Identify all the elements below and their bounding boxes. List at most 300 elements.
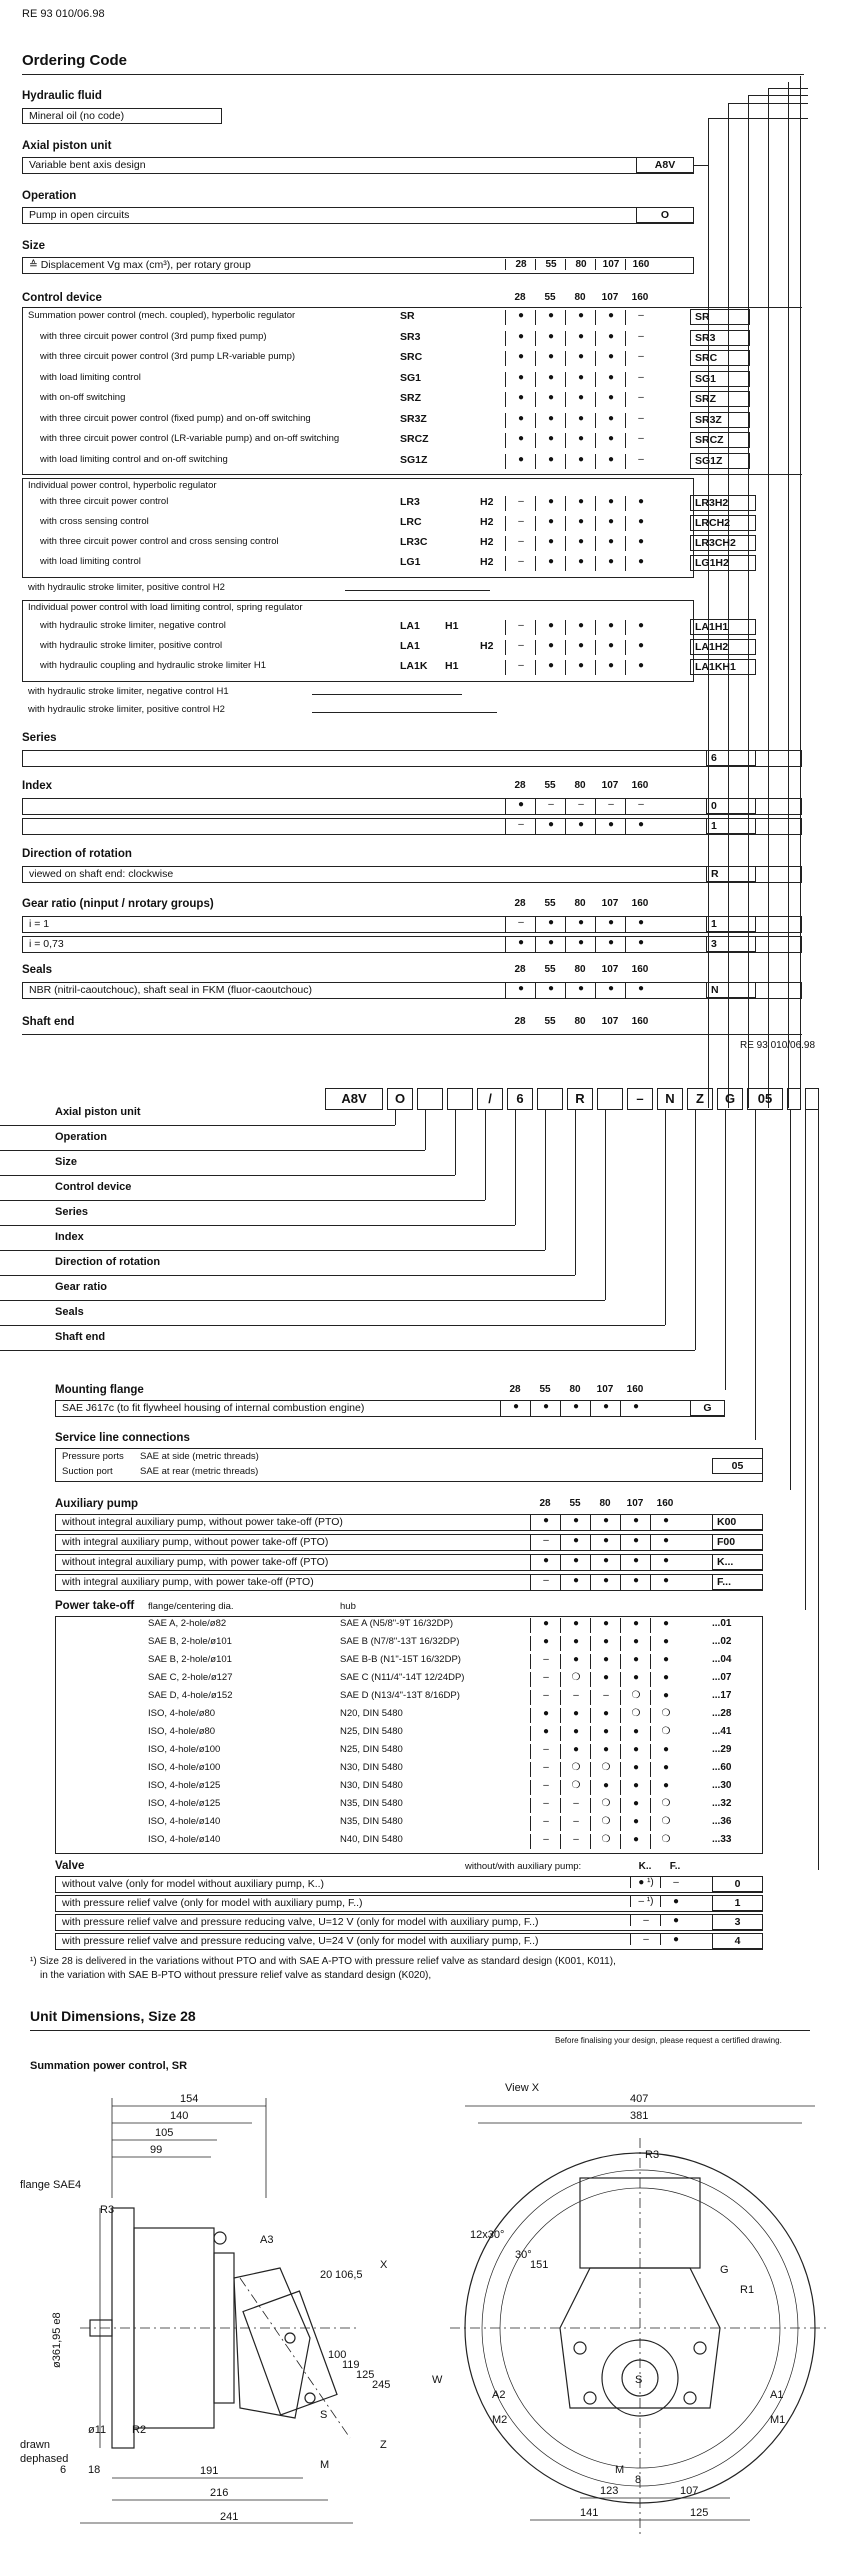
service-desc: SAE at side (metric threads) [140, 1451, 259, 1462]
dim-191: 191 [200, 2465, 219, 2477]
matrix-cell: – [560, 1690, 591, 1705]
matrix-cell: ● [505, 392, 536, 407]
matrix-cell: – [530, 1575, 561, 1590]
matrix-cell: ● [590, 1515, 621, 1530]
matrix-cell: ● [560, 1744, 591, 1759]
control-row-label: with on-off switching [40, 392, 126, 403]
valve-aux-label: without/with auxiliary pump: [465, 1861, 582, 1872]
matrix-cell: ● [565, 937, 596, 952]
matrix-cell: – [530, 1690, 561, 1705]
matrix-cell: – [625, 433, 656, 448]
pto-code: ...33 [712, 1834, 732, 1845]
matrix-cell: ● [565, 496, 596, 511]
matrix-cell: ● [650, 1744, 681, 1759]
matrix-cell: ● [625, 640, 656, 655]
matrix-cell: ● [565, 372, 596, 387]
matrix-cell: ● [590, 1744, 621, 1759]
legend-line [0, 1275, 575, 1276]
matrix-cell: – [590, 1690, 621, 1705]
dim-140: 140 [170, 2110, 189, 2122]
col-header-55: 55 [544, 780, 556, 791]
view-x-label: View X [505, 2082, 540, 2094]
matrix-cell: ● [505, 310, 536, 325]
matrix-cell: ● [590, 1654, 621, 1669]
matrix-cell: ● [530, 1726, 561, 1741]
pump-body [234, 2268, 310, 2418]
pto-code: ...32 [712, 1798, 732, 1809]
pto-flange: ISO, 4-hole/ø140 [148, 1834, 221, 1845]
pto-hub: N25, DIN 5480 [340, 1744, 403, 1755]
type-code-box [447, 1088, 473, 1110]
pto-flange: ISO, 4-hole/ø80 [148, 1708, 216, 1719]
pto-code: ...17 [712, 1690, 732, 1701]
doc-reference-mid: RE 93 010/06.98 [740, 1040, 816, 1051]
col-header-160: 160 [631, 780, 649, 791]
index-row [22, 798, 802, 815]
col-header-28: 28 [514, 292, 526, 303]
pto-code: ...28 [712, 1708, 732, 1719]
pto-hub: N40, DIN 5480 [340, 1834, 403, 1845]
matrix-cell: ● [620, 1816, 651, 1831]
aux-row: with integral auxiliary pump, without power take-off (PTO) [55, 1534, 763, 1551]
label-r3b: R3 [645, 2149, 660, 2161]
spring-title: Individual power control with load limiting control, spring regulator [28, 602, 303, 613]
matrix-cell: ● [590, 1780, 621, 1795]
spring-row-label: with hydraulic coupling and hydraulic stroke limiter H1 [40, 660, 266, 671]
valve-k: ● ¹) [630, 1877, 661, 1888]
col-header-160: 160 [631, 1016, 649, 1027]
control-row-label: with load limiting control [40, 371, 141, 383]
pto-hub: N20, DIN 5480 [340, 1708, 403, 1719]
matrix-cell: ❍ [590, 1834, 621, 1849]
pto-hub: N30, DIN 5480 [340, 1780, 403, 1791]
matrix-cell: – [505, 516, 536, 531]
code-rotation: R [706, 866, 756, 882]
spring-row-code: LA1KH1 [690, 659, 756, 675]
matrix-cell: – [505, 819, 536, 834]
pto-hub: N35, DIN 5480 [340, 1798, 403, 1809]
col-header-160: 160 [631, 964, 649, 975]
matrix-cell: ● [625, 917, 656, 932]
matrix-cell: – [625, 331, 656, 346]
pto-hub: SAE B (N7/8"-13T 16/32DP) [340, 1636, 460, 1647]
matrix-cell: ● [535, 392, 566, 407]
aux-row: with integral auxiliary pump, with power take-off (PTO) [55, 1574, 763, 1591]
matrix-cell: ● [595, 660, 626, 675]
control-row-label: Summation power control (mech. coupled), hyperbolic regulator [28, 310, 296, 321]
matrix-cell: ● [620, 1798, 651, 1813]
dims-subtitle: Summation power control, SR [30, 2060, 188, 2072]
section-hydraulic-fluid: Hydraulic fluid [22, 90, 102, 102]
matrix-cell: ● [650, 1690, 681, 1705]
matrix-cell: ● [650, 1762, 681, 1777]
matrix-cell: ● [590, 1401, 621, 1416]
mounting-value: SAE J617c (to fit flywheel housing of internal combustion engine) [55, 1400, 725, 1417]
code-o: O [636, 207, 694, 223]
col-header-80: 80 [569, 1384, 581, 1395]
matrix-cell: ● [595, 536, 626, 551]
code-mounting: G [690, 1400, 725, 1416]
legend-label: Index [55, 1231, 84, 1243]
size-107: 107 [595, 259, 626, 270]
matrix-cell: ● [620, 1636, 651, 1651]
matrix-cell: ● [535, 351, 566, 366]
matrix-cell: ❍ [590, 1816, 621, 1831]
type-code-stem [605, 1110, 606, 1300]
matrix-cell: – [505, 640, 536, 655]
label-r2: R2 [132, 2424, 147, 2436]
gear-row: i = 1 [22, 916, 802, 933]
col-header-107: 107 [601, 780, 619, 791]
valve-row: with pressure relief valve and pressure reducing valve, U=24 V (only for model with auxiliary pump, F..) [55, 1933, 763, 1950]
type-code-box: 05 [747, 1088, 783, 1110]
matrix-cell: ● [565, 620, 596, 635]
pto-code: ...29 [712, 1744, 732, 1755]
individual-row-label: with cross sensing control [40, 516, 149, 527]
individual-row-c1: LR3 [400, 496, 420, 508]
legend-label: Seals [55, 1306, 84, 1318]
individual-row-code: LRCH2 [690, 515, 756, 531]
matrix-cell: ● [565, 351, 596, 366]
matrix-cell: ● [625, 496, 656, 511]
dim-119: 119 [342, 2359, 360, 2371]
col-header-107: 107 [626, 1498, 644, 1509]
matrix-cell: ● [505, 983, 536, 998]
pto-code: ...36 [712, 1816, 732, 1827]
matrix-cell: ● [590, 1672, 621, 1687]
legend-label: Control device [55, 1181, 132, 1193]
individual-row-c2: H2 [480, 496, 494, 508]
matrix-cell: ● [595, 516, 626, 531]
pto-flange: ISO, 4-hole/ø100 [148, 1744, 221, 1755]
matrix-cell: ❍ [560, 1762, 591, 1777]
matrix-cell: ● [505, 351, 536, 366]
matrix-cell: ● [650, 1672, 681, 1687]
col-header-107: 107 [601, 898, 619, 909]
section-axial-piston-unit: Axial piston unit [22, 140, 112, 152]
matrix-cell: – [530, 1798, 561, 1813]
legend-line [0, 1125, 395, 1126]
dim-245: 245 [372, 2379, 391, 2391]
dim-105: 105 [155, 2127, 174, 2139]
valve-f: ● [660, 1896, 691, 1907]
dim-d11: ø11 [88, 2424, 107, 2436]
matrix-cell: ● [595, 819, 626, 834]
matrix-cell: ● [565, 819, 596, 834]
matrix-cell: ● [505, 372, 536, 387]
matrix-cell: ❍ [650, 1726, 681, 1741]
matrix-cell: ● [535, 310, 566, 325]
matrix-cell: – [505, 917, 536, 932]
matrix-cell: ● [650, 1618, 681, 1633]
type-code-box [597, 1088, 623, 1110]
matrix-cell: ● [625, 516, 656, 531]
control-row-label: with three circuit power control (3rd pump fixed pump) [40, 330, 267, 342]
matrix-cell: ● [560, 1618, 591, 1633]
matrix-cell: ● [590, 1708, 621, 1723]
matrix-cell: ● [650, 1515, 681, 1530]
spring-row-label: with hydraulic stroke limiter, negative control [40, 620, 226, 631]
matrix-cell: ● [535, 937, 566, 952]
size-55: 55 [535, 259, 566, 270]
individual-row-label: with load limiting control [40, 556, 141, 567]
matrix-cell: ● [625, 556, 656, 571]
pto-code: ...01 [712, 1618, 732, 1629]
matrix-cell: ● [595, 454, 626, 469]
matrix-cell: ● [505, 454, 536, 469]
col-header-55: 55 [544, 1016, 556, 1027]
type-code-box [537, 1088, 563, 1110]
matrix-cell: ● [565, 917, 596, 932]
matrix-cell: ● [620, 1726, 651, 1741]
matrix-cell: ● [560, 1636, 591, 1651]
dim-151: 151 [530, 2259, 549, 2271]
matrix-cell: ● [505, 433, 536, 448]
matrix-cell: ● [535, 556, 566, 571]
dim-99: 99 [150, 2144, 163, 2156]
dim-125: 125 [356, 2369, 375, 2381]
pto-code: ...04 [712, 1654, 732, 1665]
control-row-label: with three circuit power control (LR-variable pump) and on-off switching [40, 433, 340, 444]
label-m1: M1 [770, 2414, 786, 2426]
matrix-cell: ● [565, 310, 596, 325]
matrix-cell: ● [625, 660, 656, 675]
label-r1: R1 [740, 2284, 755, 2296]
control-row-code1: SG1Z [400, 453, 428, 466]
matrix-cell: – [530, 1744, 561, 1759]
legend-line [0, 1300, 605, 1301]
label-a2: A2 [492, 2389, 506, 2401]
col-header-107: 107 [601, 292, 619, 303]
matrix-cell: ❍ [650, 1816, 681, 1831]
axial-piston-unit-value: Variable bent axis design [22, 157, 694, 174]
col-header-28: 28 [514, 1016, 526, 1027]
hydraulic-fluid-value: Mineral oil (no code) [22, 108, 222, 124]
matrix-cell: ● [530, 1401, 561, 1416]
pto-flange: ISO, 4-hole/ø140 [148, 1816, 221, 1827]
matrix-cell: ● [625, 536, 656, 551]
page-title: Ordering Code [22, 52, 128, 69]
matrix-cell: ● [535, 372, 566, 387]
pto-flange: SAE B, 2-hole/ø101 [148, 1636, 232, 1647]
aux-row: without integral auxiliary pump, with power take-off (PTO) [55, 1554, 763, 1571]
matrix-cell: ❍ [560, 1672, 591, 1687]
dim-141: 141 [580, 2507, 599, 2519]
gear-row: i = 0,73 [22, 936, 802, 953]
control-row-code: SR3 [690, 330, 750, 346]
dim-8: 8 [635, 2474, 642, 2486]
service-port: Pressure ports [62, 1451, 124, 1462]
matrix-cell: ● [590, 1535, 621, 1550]
type-code-box [805, 1088, 819, 1110]
label-r3: R3 [100, 2204, 115, 2216]
pto-code: ...07 [712, 1672, 732, 1683]
matrix-cell: – [565, 799, 596, 814]
stroke-note-h1: with hydraulic stroke limiter, negative control H1 [28, 686, 229, 697]
matrix-cell: ● [560, 1515, 591, 1530]
type-code-stem [818, 1110, 819, 1870]
spring-row-c2: H2 [480, 640, 494, 652]
individual-row-code: LR3H2 [690, 495, 756, 511]
pto-hub: SAE A (N5/8"-9T 16/32DP) [340, 1618, 454, 1629]
size-160: 160 [625, 259, 656, 270]
matrix-cell: ● [565, 454, 596, 469]
col-header-160: 160 [631, 292, 649, 303]
spring-row-c2: H1 [445, 660, 459, 672]
matrix-cell: ● [620, 1762, 651, 1777]
section-mounting: Mounting flange [55, 1384, 144, 1396]
type-code-stem [425, 1110, 426, 1150]
service-desc: SAE at rear (metric threads) [140, 1466, 259, 1477]
matrix-cell: ● [505, 799, 536, 814]
dim-381: 381 [630, 2110, 649, 2122]
dim-407: 407 [630, 2093, 649, 2105]
section-pto: Power take-off [55, 1600, 135, 1612]
type-code-box: O [387, 1088, 413, 1110]
matrix-cell: – [560, 1798, 591, 1813]
col-header-55: 55 [544, 898, 556, 909]
legend-line [0, 1350, 695, 1351]
connector-line [708, 118, 709, 1108]
label-dephased: dephased [20, 2453, 69, 2465]
col-header-28: 28 [539, 1498, 551, 1509]
type-code-stem [395, 1110, 396, 1125]
dim-6: 6 [60, 2464, 67, 2476]
pto-hub: SAE D (N13/4"-13T 8/16DP) [340, 1690, 460, 1701]
type-code-stem [790, 1110, 791, 1490]
matrix-cell: – [530, 1762, 561, 1777]
matrix-cell: ● [535, 536, 566, 551]
matrix-cell: ● [620, 1515, 651, 1530]
matrix-cell: ● [535, 516, 566, 531]
matrix-cell: – [560, 1834, 591, 1849]
matrix-cell: – [625, 372, 656, 387]
type-code-stem [805, 1110, 806, 1610]
matrix-cell: ● [625, 819, 656, 834]
aux-code: F00 [712, 1534, 763, 1550]
control-row-code: SG1Z [690, 453, 750, 469]
matrix-cell: ● [565, 660, 596, 675]
individual-row-label: with three circuit power control [40, 496, 169, 507]
matrix-cell: ● [535, 433, 566, 448]
index-code: 1 [706, 818, 756, 834]
valve-code: 3 [712, 1914, 763, 1930]
col-header-107: 107 [601, 964, 619, 975]
matrix-cell: ● [625, 937, 656, 952]
type-code-box: / [477, 1088, 503, 1110]
dim-216: 216 [210, 2487, 229, 2499]
individual-title: Individual power control, hyperbolic regulator [28, 480, 217, 491]
matrix-cell: ● [625, 983, 656, 998]
type-code-box: 6 [507, 1088, 533, 1110]
aux-row: without integral auxiliary pump, without power take-off (PTO) [55, 1514, 763, 1531]
col-header-28: 28 [514, 898, 526, 909]
col-header-80: 80 [574, 292, 586, 303]
matrix-cell: ● [595, 351, 626, 366]
type-code-box: G [717, 1088, 743, 1110]
pto-flange: SAE C, 2-hole/ø127 [148, 1672, 233, 1683]
dim-125b: 125 [690, 2507, 709, 2519]
matrix-cell: ● [530, 1636, 561, 1651]
pto-flange: ISO, 4-hole/ø80 [148, 1726, 216, 1737]
dim-107: 107 [680, 2485, 699, 2497]
section-operation: Operation [22, 190, 77, 202]
matrix-cell: ● [595, 392, 626, 407]
type-code-stem [455, 1110, 456, 1175]
matrix-cell: ● [595, 983, 626, 998]
type-code-box: R [567, 1088, 593, 1110]
matrix-cell: ● [620, 1575, 651, 1590]
dims-note: Before finalising your design, please request a certified drawing. [555, 2036, 782, 2045]
matrix-cell: ● [650, 1555, 681, 1570]
series-row [22, 750, 802, 767]
matrix-cell: – [530, 1834, 561, 1849]
matrix-cell: ● [535, 660, 566, 675]
valve-head-f: F.. [669, 1861, 681, 1872]
matrix-cell: ● [530, 1555, 561, 1570]
matrix-cell: ● [560, 1654, 591, 1669]
control-row-code: SR3Z [690, 412, 750, 428]
matrix-cell: ● [595, 413, 626, 428]
dim-12x30deg: 12x30° [470, 2229, 505, 2241]
section-series: Series [22, 732, 57, 744]
matrix-cell: ● [560, 1555, 591, 1570]
matrix-cell: ● [565, 640, 596, 655]
spring-row-c2: H1 [445, 620, 459, 632]
section-rotation: Direction of rotation [22, 848, 132, 860]
control-row-code1: SRC [400, 351, 423, 363]
legend-label: Series [55, 1206, 89, 1218]
section-shaft-end: Shaft end [22, 1016, 75, 1028]
individual-row-c1: LG1 [400, 556, 421, 568]
code-service: 05 [712, 1458, 763, 1474]
matrix-cell: ● [590, 1726, 621, 1741]
legend-line [0, 1175, 455, 1176]
size-80: 80 [565, 259, 596, 270]
matrix-cell: ● [535, 917, 566, 932]
valve-code: 4 [712, 1933, 763, 1949]
legend-line [0, 1150, 425, 1151]
matrix-cell: – [560, 1816, 591, 1831]
pto-hub: SAE C (N11/4"-14T 12/24DP) [340, 1672, 465, 1683]
label-a3: A3 [260, 2234, 274, 2246]
connector-line [768, 88, 769, 1108]
spring-row-c1: LA1K [400, 660, 428, 672]
pto-hub: N25, DIN 5480 [340, 1726, 403, 1737]
matrix-cell: ❍ [650, 1708, 681, 1723]
col-header-80: 80 [574, 1016, 586, 1027]
matrix-cell: – [625, 351, 656, 366]
matrix-cell: ● [505, 331, 536, 346]
pto-code: ...41 [712, 1726, 732, 1737]
legend-label: Gear ratio [55, 1281, 107, 1293]
pto-hub: N30, DIN 5480 [340, 1762, 403, 1773]
pto-hub: SAE B-B (N1"-15T 16/32DP) [340, 1654, 461, 1665]
legend-line [0, 1225, 515, 1226]
matrix-cell: ● [535, 983, 566, 998]
matrix-cell: ● [560, 1726, 591, 1741]
matrix-cell: ● [595, 937, 626, 952]
section-valve: Valve [55, 1860, 85, 1872]
matrix-cell: ● [650, 1636, 681, 1651]
matrix-cell: ● [595, 556, 626, 571]
col-header-55: 55 [544, 964, 556, 975]
legend-line [0, 1200, 485, 1201]
dim-30deg: 30° [515, 2249, 532, 2261]
matrix-cell: ● [535, 413, 566, 428]
dim-106-5: 106,5 [335, 2269, 363, 2281]
type-code-box: N [657, 1088, 683, 1110]
